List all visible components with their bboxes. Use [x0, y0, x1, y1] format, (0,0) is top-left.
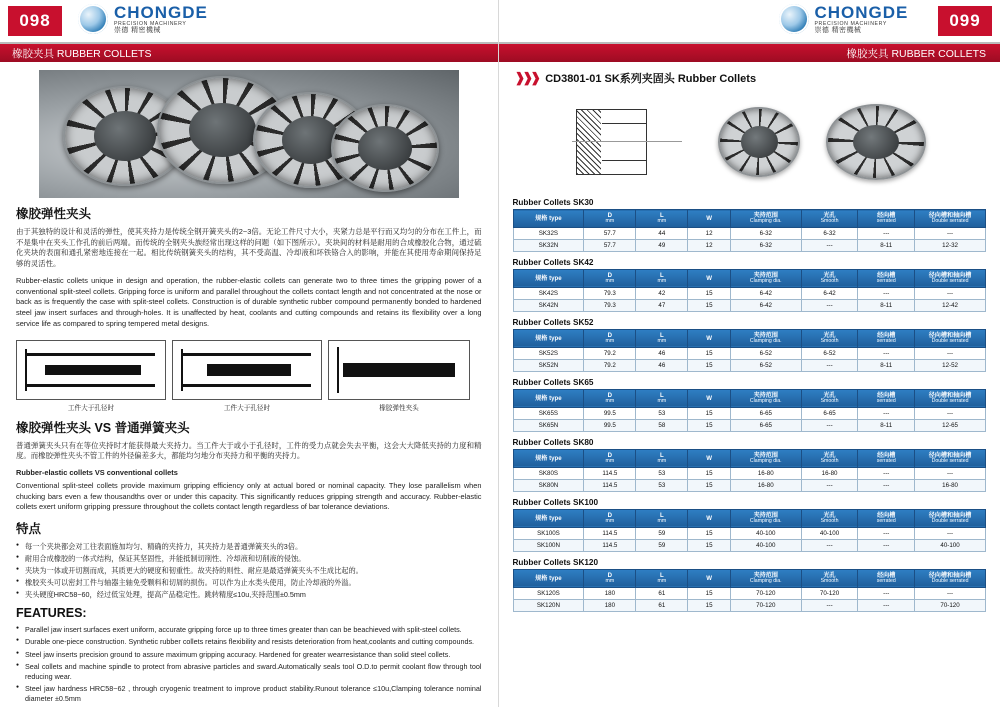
cell-l: 53: [636, 479, 688, 491]
cell-clamping: 6-32: [730, 227, 801, 239]
table-caption: Rubber Collets SK52: [512, 317, 594, 327]
table-caption: Rubber Collets SK80: [512, 437, 594, 447]
cell-double-serrated: 12-32: [915, 239, 986, 251]
list-item: ● Steel jaw inserts precision ground to assure maximum gripping accuracy. Hardened for greater wearresistance than solid steel collets.: [16, 650, 482, 660]
list-item: ● 每一个夹块都会对工往表面施加均匀、精确的夹持力，其夹持力是普通弹簧夹头的3倍。: [16, 542, 482, 552]
left-page-number: 098: [8, 6, 62, 36]
right-page: [499, 0, 1000, 707]
cell-smooth: ---: [801, 419, 858, 431]
table-row: [513, 407, 986, 419]
cell-double-serrated: ---: [915, 347, 986, 359]
diagram-rubber-elastic-collet: [328, 340, 470, 400]
section2-heading: 橡胶弹性夹头 VS 普通弹簧夹头: [16, 420, 190, 435]
cell-double-serrated: 12-52: [915, 359, 986, 371]
cell-d: 180: [584, 599, 636, 611]
cell-smooth: ---: [801, 479, 858, 491]
section1-english-text: Rubber-elastic collets unique in design and operation, the rubber-elastic collets can generate two to three times the gripping power of a conventional split-steel collets. Gripping force is uniform and parallel throughout the collets contact length and not concentrated at the nose or back as is frequently the case with split-steel collets. Construction is of durable synthetic rubber compound permanently bonded to hardened steel jaw insert surfaces and through-holes. It is unaffected by heat, coolants and cutting compounds and retains its flexibility over a long service life as compared to spring tempered metal designs.: [16, 275, 482, 328]
col-clamping: 夹持范围 Clamping dia.: [730, 449, 801, 467]
section1-chinese-text: 由于其独特的设计和灵活的弹性，使其夹持力是传统全钢开簧夹头的2~3倍。无论工件尺寸大小，夹紧力总是平行而又均匀的分布在工件上，而不是集中在夹头工作孔的前后两端。而传统的全钢夹头族经常出现这样的问题（如下图所示）。夹块间的材料是耐用的合成橡胶化合物，通过硫化夹块的表面和通孔紧密地连接在一起。相比传统钢簧夹头的结构，其不受高温、冷却液和坏铁铬合入的影响，并能在其使用寿命期间保持足够的灵活性。: [16, 227, 482, 269]
cell-smooth: 40-100: [801, 527, 858, 539]
cell-d: 79.2: [584, 347, 636, 359]
section-features: [0, 519, 498, 704]
col-double-serrated: 径向槽和轴向槽 Double serrated: [915, 329, 986, 347]
cell-double-serrated: ---: [915, 287, 986, 299]
table-caption: Rubber Collets SK120: [512, 557, 599, 567]
diagram-caption: 工件大于孔径时: [67, 404, 115, 412]
cell-clamping: 6-42: [730, 287, 801, 299]
cell-w: 15: [688, 347, 731, 359]
col-smooth: 光孔 Smooth: [801, 269, 858, 287]
cell-serrated: ---: [858, 407, 915, 419]
spec-table-sk65: [513, 389, 987, 432]
table-row: [513, 539, 986, 551]
table-header-row: [513, 569, 986, 587]
col-w: W: [688, 329, 731, 347]
col-smooth: 光孔 Smooth: [801, 210, 858, 228]
cell-smooth: 6-65: [801, 407, 858, 419]
product-section-title: CD3801-01 SK系列夹固头 Rubber Collets: [545, 73, 757, 85]
table-row: [513, 287, 986, 299]
col-smooth: 光孔 Smooth: [801, 569, 858, 587]
cell-l: 46: [636, 347, 688, 359]
col-clamping: 夹持范围 Clamping dia.: [730, 389, 801, 407]
col-clamping: 夹持范围 Clamping dia.: [730, 509, 801, 527]
cell-w: 15: [688, 359, 731, 371]
list-item: ● Durable one-piece construction. Synthetic rubber collets retains flexibility and resists deterioration from heat,coolants and cutting compounds.: [16, 637, 482, 647]
cell-w: 12: [688, 227, 731, 239]
spec-table-sk80: [513, 449, 987, 492]
table-header-row: [513, 210, 986, 228]
cell-w: 15: [688, 587, 731, 599]
collet-photo-sk-large: [826, 104, 926, 180]
col-w: W: [688, 389, 731, 407]
table-row: [513, 467, 986, 479]
right-title-text: 橡胶夹具 RUBBER COLLETS: [846, 47, 986, 60]
section2-chinese-text: 普通弹簧夹头只有在等位夹持时才能获得最大夹持力。当工件大于或小于孔径时，工件的受力点就会失去平衡，这会大大降低夹持的力度和精度。而橡胶弹性夹头不管工件的外径偏差多大，都能均匀地分布夹持力和平衡的夹持力。: [16, 440, 482, 461]
cell-w: 15: [688, 467, 731, 479]
left-header: [0, 0, 498, 42]
cell-d: 79.3: [584, 299, 636, 311]
list-item: ● Seal collets and machine spindle to protect from abrasive particles and sward.Automatically seals tool O.D.to permit coolant flow through tool reducing wear.: [16, 662, 482, 682]
cell-serrated: ---: [858, 587, 915, 599]
features-en-heading: FEATURES:: [16, 606, 87, 621]
cell-type: SK100S: [513, 527, 584, 539]
spec-table-sk100: [513, 509, 987, 552]
cell-type: SK52N: [513, 359, 584, 371]
cell-type: SK32N: [513, 239, 584, 251]
col-serrated: 经向槽 serrated: [858, 210, 915, 228]
brand-name: CHONGDE: [814, 3, 909, 22]
right-logo: [779, 4, 909, 35]
cell-w: 15: [688, 419, 731, 431]
cell-d: 79.3: [584, 287, 636, 299]
diagram-captions: [0, 400, 498, 412]
cell-type: SK80S: [513, 467, 584, 479]
col-w: W: [688, 269, 731, 287]
col-w: W: [688, 509, 731, 527]
table-header-row: [513, 509, 986, 527]
cell-double-serrated: 40-100: [915, 539, 986, 551]
features-en-list: [16, 625, 482, 704]
list-item: ● Parallel jaw insert surfaces exert uniform, accurate gripping force up to three times greater than can be beachieved with split-steel collets.: [16, 625, 482, 635]
col-clamping: 夹持范围 Clamping dia.: [730, 329, 801, 347]
right-header: [499, 0, 1000, 42]
col-d: D mm: [584, 389, 636, 407]
cell-w: 15: [688, 407, 731, 419]
col-d: D mm: [584, 269, 636, 287]
cell-clamping: 6-52: [730, 359, 801, 371]
cell-l: 53: [636, 407, 688, 419]
cell-clamping: 16-80: [730, 479, 801, 491]
section-elastic-collets: [0, 204, 498, 330]
section2-english-heading: Rubber-elastic collets VS conventional collets: [16, 468, 178, 478]
cell-clamping: 6-32: [730, 239, 801, 251]
cell-smooth: 6-42: [801, 287, 858, 299]
cell-type: SK80N: [513, 479, 584, 491]
company-logo-icon: [78, 4, 108, 34]
cell-double-serrated: ---: [915, 527, 986, 539]
brand-chinese: 崇德 精密機械: [114, 27, 161, 35]
col-w: W: [688, 569, 731, 587]
table-header-row: [513, 449, 986, 467]
col-l: L mm: [636, 329, 688, 347]
table-header-row: [513, 269, 986, 287]
cell-w: 15: [688, 479, 731, 491]
cell-serrated: ---: [858, 287, 915, 299]
cell-d: 99.5: [584, 407, 636, 419]
cell-smooth: ---: [801, 239, 858, 251]
cell-w: 12: [688, 239, 731, 251]
col-double-serrated: 径向槽和轴向槽 Double serrated: [915, 269, 986, 287]
cell-w: 15: [688, 539, 731, 551]
cell-type: SK42S: [513, 287, 584, 299]
col-d: D mm: [584, 569, 636, 587]
cell-double-serrated: ---: [915, 407, 986, 419]
col-l: L mm: [636, 449, 688, 467]
cell-type: SK65N: [513, 419, 584, 431]
cell-type: SK120S: [513, 587, 584, 599]
cell-serrated: ---: [858, 227, 915, 239]
features-cn-heading: 特点: [16, 522, 42, 537]
cell-double-serrated: 12-42: [915, 299, 986, 311]
cell-d: 180: [584, 587, 636, 599]
table-header-row: [513, 389, 986, 407]
cell-serrated: 8-11: [858, 239, 915, 251]
cell-l: 59: [636, 539, 688, 551]
col-double-serrated: 径向槽和轴向槽 Double serrated: [915, 449, 986, 467]
table-row: [513, 359, 986, 371]
col-serrated: 经向槽 serrated: [858, 389, 915, 407]
cell-w: 15: [688, 527, 731, 539]
col-l: L mm: [636, 389, 688, 407]
brand-subtitle: PRECISION MACHINERY: [814, 20, 887, 27]
col-serrated: 经向槽 serrated: [858, 329, 915, 347]
cell-serrated: ---: [858, 527, 915, 539]
cell-l: 46: [636, 359, 688, 371]
features-cn-list: [16, 542, 482, 600]
cell-w: 15: [688, 299, 731, 311]
col-l: L mm: [636, 210, 688, 228]
cell-clamping: 6-65: [730, 419, 801, 431]
col-smooth: 光孔 Smooth: [801, 509, 858, 527]
spec-table-sk30: [513, 209, 987, 252]
table-row: [513, 419, 986, 431]
cell-d: 114.5: [584, 539, 636, 551]
cell-d: 114.5: [584, 479, 636, 491]
col-l: L mm: [636, 509, 688, 527]
col-type: 规格 type: [513, 210, 584, 228]
diagram-undersize-workpiece: [172, 340, 322, 400]
left-title-bar: [0, 44, 498, 62]
company-logo-icon: [779, 4, 809, 34]
cell-l: 53: [636, 467, 688, 479]
cell-clamping: 40-100: [730, 539, 801, 551]
cell-double-serrated: ---: [915, 467, 986, 479]
cell-smooth: ---: [801, 599, 858, 611]
list-item: ● 夹头硬度HRC58~60，经过低宝处理，提高产品稳定性。跳转精度≤10u,夹持范围±0.5mm: [16, 590, 482, 600]
cell-clamping: 70-120: [730, 599, 801, 611]
col-d: D mm: [584, 509, 636, 527]
cell-serrated: 8-11: [858, 299, 915, 311]
table-row: [513, 347, 986, 359]
cell-type: SK42N: [513, 299, 584, 311]
product-images: [515, 92, 985, 192]
cell-double-serrated: ---: [915, 587, 986, 599]
left-page: [0, 0, 499, 707]
cell-l: 61: [636, 599, 688, 611]
cell-type: SK120N: [513, 599, 584, 611]
spec-tables: [499, 198, 1000, 612]
cell-double-serrated: 12-65: [915, 419, 986, 431]
cell-serrated: ---: [858, 479, 915, 491]
col-w: W: [688, 210, 731, 228]
cell-clamping: 16-80: [730, 467, 801, 479]
cell-serrated: ---: [858, 539, 915, 551]
cell-type: SK52S: [513, 347, 584, 359]
col-type: 规格 type: [513, 449, 584, 467]
table-row: [513, 479, 986, 491]
list-item: ● 橡胶夹头可以密封工件与轴器主轴免受颗料和切屑的损伤。可以作为止水类头使用，防止冷却液的外溢。: [16, 578, 482, 588]
list-item: ● Steel jaw hardness HRC58~62 , through cryogenic treatment to improve product stability.Runout tolerance ≤10u,Clamping tolerance nominal diameter ±0.5mm: [16, 684, 482, 704]
table-row: [513, 239, 986, 251]
comparison-diagrams: [0, 336, 498, 400]
product-section-header: [499, 62, 1000, 86]
cell-l: 61: [636, 587, 688, 599]
col-l: L mm: [636, 269, 688, 287]
section-comparison: [0, 418, 498, 513]
cell-clamping: 6-65: [730, 407, 801, 419]
cell-serrated: 8-11: [858, 419, 915, 431]
cell-type: SK100N: [513, 539, 584, 551]
spec-table-sk52: [513, 329, 987, 372]
col-smooth: 光孔 Smooth: [801, 389, 858, 407]
table-caption: Rubber Collets SK30: [512, 198, 594, 207]
col-clamping: 夹持范围 Clamping dia.: [730, 269, 801, 287]
col-type: 规格 type: [513, 389, 584, 407]
section2-english-text: Conventional split-steel collets provide maximum gripping efficiency only at actual bored or nominal capacity. They lose parallelism when chucking bars even a few thousandths over or under this capacity. This significantly reduces gripping strength and accuracy. Rubber-elastic collets exert uniform gripping pressure throughout the collets contact length regardless of bar tolerance deviations.: [16, 480, 482, 512]
col-type: 规格 type: [513, 569, 584, 587]
col-double-serrated: 径向槽和轴向槽 Double serrated: [915, 569, 986, 587]
brand-chinese: 崇德 精密機械: [814, 27, 862, 35]
cell-d: 57.7: [584, 227, 636, 239]
right-page-number: 099: [938, 6, 992, 36]
col-double-serrated: 径向槽和轴向槽 Double serrated: [915, 509, 986, 527]
cell-l: 49: [636, 239, 688, 251]
cell-l: 47: [636, 299, 688, 311]
cell-type: SK32S: [513, 227, 584, 239]
col-w: W: [688, 449, 731, 467]
col-smooth: 光孔 Smooth: [801, 449, 858, 467]
cell-d: 79.2: [584, 359, 636, 371]
table-row: [513, 227, 986, 239]
diagram-oversize-workpiece: [16, 340, 166, 400]
collet-photo-item: [331, 104, 439, 192]
cell-l: 58: [636, 419, 688, 431]
cell-d: 57.7: [584, 239, 636, 251]
table-row: [513, 527, 986, 539]
section1-heading: 橡胶弹性夹头: [16, 207, 92, 221]
col-d: D mm: [584, 210, 636, 228]
cell-l: 59: [636, 527, 688, 539]
table-caption: Rubber Collets SK65: [512, 377, 594, 387]
diagram-caption: 工件大于孔径时: [223, 404, 271, 412]
cell-serrated: ---: [858, 347, 915, 359]
cell-smooth: ---: [801, 539, 858, 551]
cell-clamping: 6-52: [730, 347, 801, 359]
brand-subtitle: PRECISION MACHINERY: [114, 20, 187, 27]
collet-photo-sk-small: [718, 107, 800, 177]
table-row: [513, 587, 986, 599]
cell-smooth: ---: [801, 299, 858, 311]
col-l: L mm: [636, 569, 688, 587]
col-clamping: 夹持范围 Clamping dia.: [730, 210, 801, 228]
cell-smooth: 16-80: [801, 467, 858, 479]
technical-drawing: [572, 105, 692, 179]
cell-serrated: ---: [858, 599, 915, 611]
diagram-caption: 橡胶弹性夹头: [379, 404, 419, 412]
brand-name: CHONGDE: [114, 3, 208, 22]
col-type: 规格 type: [513, 329, 584, 347]
table-header-row: [513, 329, 986, 347]
table-caption: Rubber Collets SK100: [512, 497, 599, 507]
cell-w: 15: [688, 287, 731, 299]
spec-table-sk120: [513, 569, 987, 612]
col-type: 规格 type: [513, 269, 584, 287]
col-serrated: 经向槽 serrated: [858, 569, 915, 587]
cell-smooth: ---: [801, 359, 858, 371]
col-d: D mm: [584, 449, 636, 467]
col-serrated: 经向槽 serrated: [858, 449, 915, 467]
left-logo: [78, 4, 208, 35]
rubber-collets-photo: [39, 70, 459, 198]
col-double-serrated: 径向槽和轴向槽 Double serrated: [915, 210, 986, 228]
col-double-serrated: 径向槽和轴向槽 Double serrated: [915, 389, 986, 407]
cell-serrated: ---: [858, 467, 915, 479]
chevron-right-icon: ❱❱❱: [514, 70, 539, 85]
cell-double-serrated: 16-80: [915, 479, 986, 491]
cell-smooth: 70-120: [801, 587, 858, 599]
cell-d: 114.5: [584, 467, 636, 479]
col-smooth: 光孔 Smooth: [801, 329, 858, 347]
cell-w: 15: [688, 599, 731, 611]
list-item: ● 耐用合成橡胶的一体式结构，保证其坚固性，并能抵制切削性、冷却液和切削液的侵蚀。: [16, 554, 482, 564]
cell-double-serrated: 70-120: [915, 599, 986, 611]
cell-l: 42: [636, 287, 688, 299]
col-clamping: 夹持范围 Clamping dia.: [730, 569, 801, 587]
cell-smooth: 6-32: [801, 227, 858, 239]
table-row: [513, 599, 986, 611]
spec-table-sk42: [513, 269, 987, 312]
cell-serrated: 8-11: [858, 359, 915, 371]
left-title-text: 橡胶夹具 RUBBER COLLETS: [12, 47, 152, 60]
col-serrated: 经向槽 serrated: [858, 269, 915, 287]
cell-clamping: 6-42: [730, 299, 801, 311]
cell-d: 114.5: [584, 527, 636, 539]
table-row: [513, 299, 986, 311]
col-type: 规格 type: [513, 509, 584, 527]
cell-type: SK65S: [513, 407, 584, 419]
cell-clamping: 70-120: [730, 587, 801, 599]
list-item: ● 夹块为一体或开切割而成，其质更大的硬度和韧重性。故夹持的则性、耐应是最适弹簧夹头不生成比起的。: [16, 566, 482, 576]
cell-double-serrated: ---: [915, 227, 986, 239]
cell-smooth: 6-52: [801, 347, 858, 359]
col-d: D mm: [584, 329, 636, 347]
right-title-bar: [499, 44, 1000, 62]
cell-clamping: 40-100: [730, 527, 801, 539]
cell-l: 44: [636, 227, 688, 239]
cell-d: 99.5: [584, 419, 636, 431]
col-serrated: 经向槽 serrated: [858, 509, 915, 527]
table-caption: Rubber Collets SK42: [512, 257, 594, 267]
